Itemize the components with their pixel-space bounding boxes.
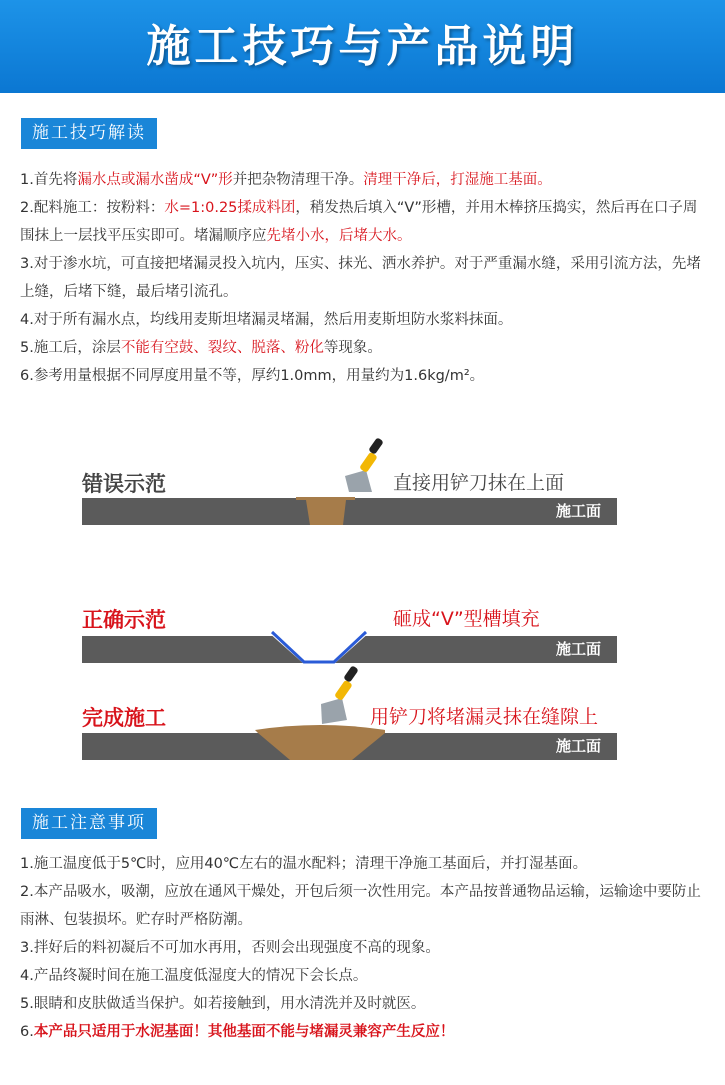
demo-label: 正确示范 xyxy=(82,608,166,632)
demo-note: 砸成“V”型槽填充 xyxy=(393,608,540,630)
item-text: 4.产品终凝时间在施工温度低湿度大的情况下会长点。 xyxy=(20,968,368,984)
list-item xyxy=(20,194,710,250)
demo-label: 错误示范 xyxy=(82,472,166,496)
list-item xyxy=(20,934,710,962)
finished-illustration xyxy=(0,680,725,765)
item-text: 3.对于渗水坑，可直接把堵漏灵投入坑内，压实、抹光、洒水养护。对于严重漏水缝，采用引流方法，先堵上缝，后堵下缝，最后堵引流孔。 xyxy=(20,256,701,300)
item-text: 6.参考用量根据不同厚度用量不等，厚约1.0mm，用量约为1.6kg/m²。 xyxy=(20,368,485,384)
emphasis-text: 本产品只适用于水泥基面！其他基面不能与堵漏灵兼容产生反应！ xyxy=(33,1024,455,1040)
surface-label: 施工面 xyxy=(555,502,601,520)
mortar-blob xyxy=(296,497,355,525)
emphasis-text: 先堵小水，后堵大水。 xyxy=(266,228,412,244)
emphasis-text: 水=1:0.25揉成料团 xyxy=(164,200,296,216)
mortar-fill xyxy=(255,725,385,760)
item-text: 4.对于所有漏水点，均线用麦斯坦堵漏灵堵漏，然后用麦斯坦防水浆料抹面。 xyxy=(20,312,513,328)
list-item xyxy=(20,250,710,306)
v-groove-illustration xyxy=(0,596,725,668)
list-item xyxy=(20,362,710,390)
list-item xyxy=(20,306,710,334)
list-item xyxy=(20,878,710,934)
demo-note: 用铲刀将堵漏灵抹在缝隙上 xyxy=(370,706,599,728)
list-item xyxy=(20,1018,710,1046)
emphasis-text: 清理干净后，打湿施工基面。 xyxy=(363,172,552,188)
emphasis-text: 漏水点或漏水凿成“V”形 xyxy=(77,172,233,188)
item-text: 5.施工后，涂层 xyxy=(20,340,121,356)
demo-correct xyxy=(0,596,725,668)
demo-label: 完成施工 xyxy=(82,706,166,730)
item-text: 3.拌好后的料初凝后不可加水再用，否则会出现强度不高的现象。 xyxy=(20,940,440,956)
section-title-tips: 施工技巧解读 xyxy=(21,118,157,149)
list-item xyxy=(20,166,710,194)
item-text: 等现象。 xyxy=(323,340,382,356)
page-banner xyxy=(0,0,725,93)
demo-note: 直接用铲刀抹在上面 xyxy=(393,472,565,494)
emphasis-text: 不能有空鼓、裂纹、脱落、粉化 xyxy=(120,340,324,356)
item-text: 1.首先将 xyxy=(20,172,78,188)
item-text: 2.配料施工：按粉料： xyxy=(20,200,165,216)
item-text: 6. xyxy=(20,1024,34,1040)
demo-finished xyxy=(0,680,725,765)
notes-list xyxy=(20,850,710,1046)
item-text: 5.眼睛和皮肤做适当保护。如若接触到，用水清洗并及时就医。 xyxy=(20,996,426,1012)
surface-label: 施工面 xyxy=(555,640,601,658)
demo-illustration xyxy=(0,440,725,535)
page-title: 施工技巧与产品说明 xyxy=(146,21,579,72)
list-item xyxy=(20,334,710,362)
item-text: 1.施工温度低于5℃时，应用40℃左右的温水配料；清理干净施工基面后，并打湿基面。 xyxy=(20,856,588,872)
trowel-icon xyxy=(345,437,384,492)
surface-label: 施工面 xyxy=(555,737,601,755)
item-text: 2.本产品吸水，吸潮，应放在通风干燥处，开包后须一次性用完。本产品按普通物品运输，运输途中要防止雨淋、包装损坏。贮存时严格防潮。 xyxy=(20,884,701,928)
item-text: 并把杂物清理干净。 xyxy=(232,172,364,188)
tips-list xyxy=(20,166,710,390)
section-title-notes: 施工注意事项 xyxy=(21,808,157,839)
list-item xyxy=(20,962,710,990)
list-item xyxy=(20,850,710,878)
trowel-icon xyxy=(321,665,359,724)
demo-wrong xyxy=(0,440,725,535)
item-text: ，稍发热后填入“V”形槽，并用木棒挤压捣实，然后再在口子周围抹上一层找平压实即可。堵漏顺序应 xyxy=(20,200,698,244)
list-item xyxy=(20,990,710,1018)
